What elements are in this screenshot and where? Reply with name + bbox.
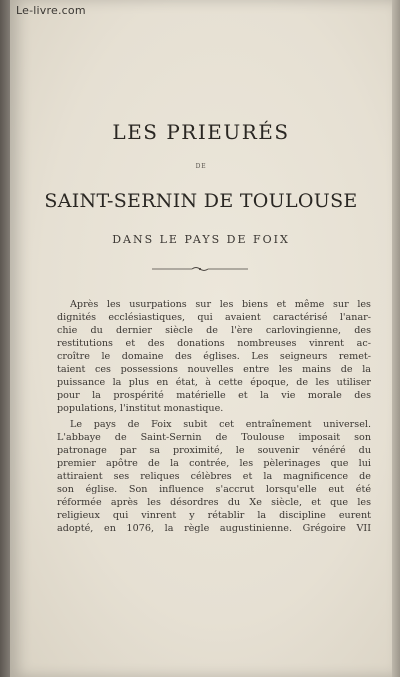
heading-connector: DE	[195, 163, 207, 170]
body-line: pour la prospérité matérielle et la vie morale des	[57, 390, 371, 401]
body-line: taient ces possessions nouvelles entre les mains de la	[57, 364, 371, 375]
body-line: premier apôtre de la contrée, les pèlerinages que lui	[57, 458, 371, 469]
body-line: dignités ecclésiastiques, qui avaient caractérisé l'anar-	[57, 312, 371, 323]
body-line: populations, l'institut monastique.	[57, 403, 224, 414]
body-line: puissance la plus en état, à cette époque, de les utiliser	[57, 377, 371, 388]
body-line: adopté, en 1076, la règle augustinienne. Grégoire VII	[57, 523, 371, 534]
body-line: patronage par sa proximité, le souvenir vénéré du	[57, 445, 371, 456]
body-line: croître le domaine des églises. Les seigneurs remet-	[57, 351, 371, 362]
body-line: réformée après les désordres du Xe siècle, et que les	[57, 497, 371, 508]
body-line: L'abbaye de Saint-Sernin de Toulouse imposait son	[57, 432, 371, 443]
ornament-divider	[150, 265, 250, 273]
heading-line-2: SAINT-SERNIN DE TOULOUSE	[44, 190, 358, 212]
body-line: attiraient ses reliques célèbres et la magnificence de	[57, 471, 371, 482]
heading-line-3: DANS LE PAYS DE FOIX	[112, 233, 290, 246]
book-page	[10, 0, 392, 677]
body-line: restitutions et des donations nombreuses vinrent ac-	[57, 338, 371, 349]
heading-line-1: LES PRIEURÉS	[112, 120, 290, 144]
body-line: religieux qui vinrent y rétablir la discipline eurent	[57, 510, 371, 521]
watermark-text: Le-livre.com	[16, 4, 86, 17]
body-line: Après les usurpations sur les biens et même sur les	[70, 299, 371, 310]
body-line: Le pays de Foix subit cet entraînement universel.	[70, 419, 371, 430]
body-line: chie du dernier siècle de l'ère carlovingienne, des	[57, 325, 371, 336]
body-line: son église. Son influence s'accrut lorsqu'elle eut été	[57, 484, 371, 495]
